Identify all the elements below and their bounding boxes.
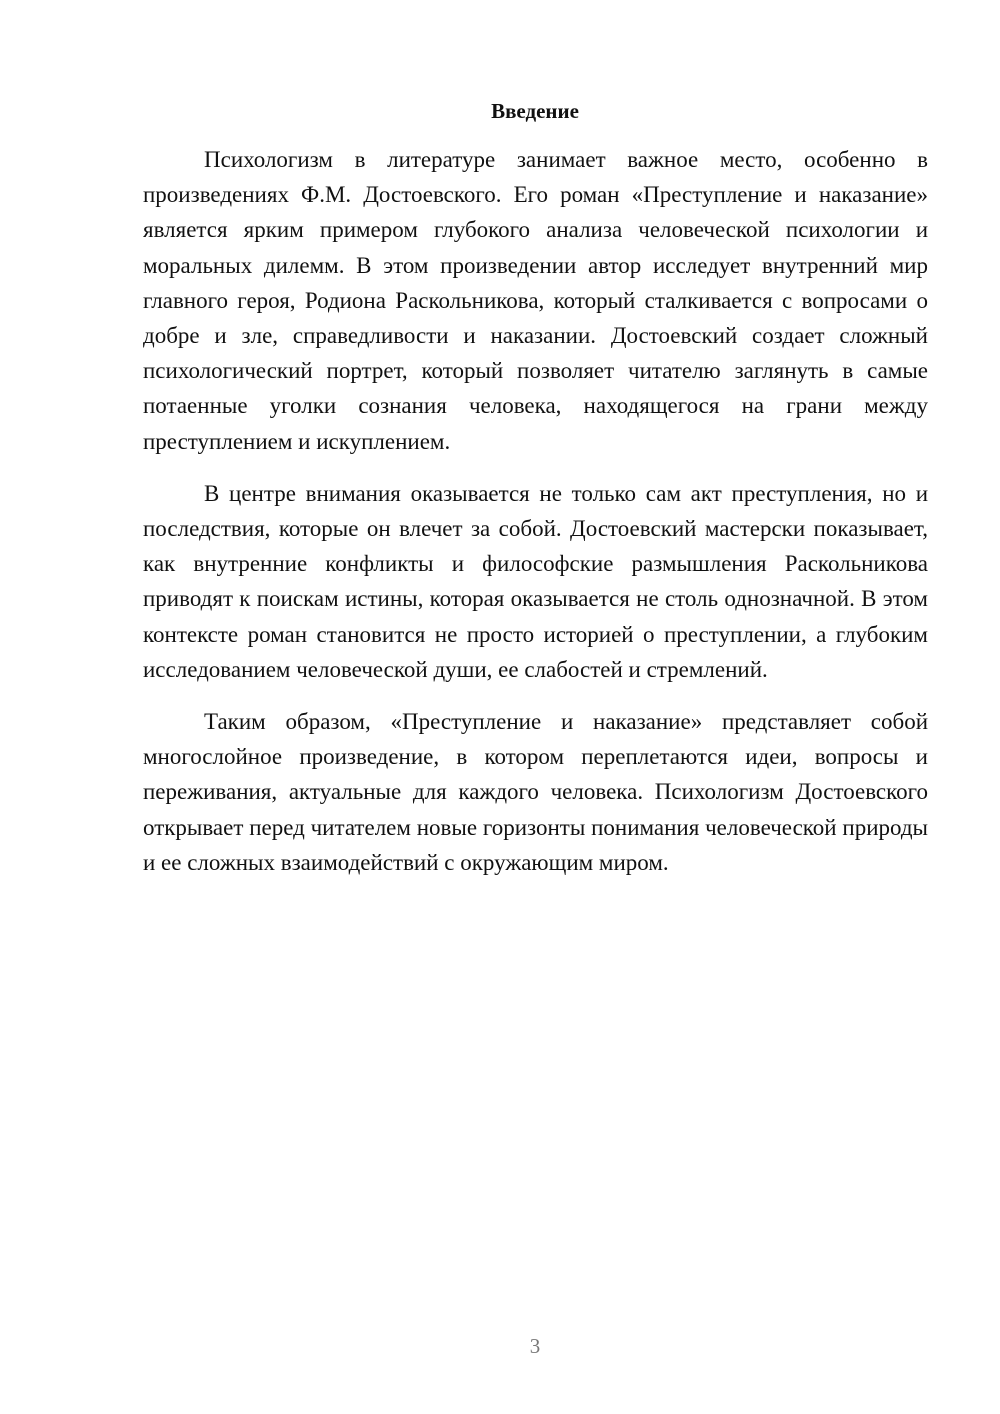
document-body — [143, 142, 928, 897]
paragraph-2: В центре внимания оказывается не только сам акт преступления, но и последствия, которые он влечет за собой. Достоевский мастерски показывает, как внутренние конфликты и философские размышления Раскольникова приводят к поискам истины, которая оказывается не столь однозначной. В этом контексте роман становится не просто историей о преступлении, а глубоким исследованием человеческой души, ее слабостей и стремлений. — [143, 480, 928, 682]
paragraph-1: Психологизм в литературе занимает важное место, особенно в произведениях Ф.М. Достоевского. Его роман «Преступление и наказание» является ярким примером глубокого анализа человеческой психологии и моральных дилемм. В этом произведении автор исследует внутренний мир главного героя, Родиона Раскольникова, который сталкивается с вопросами о добре и зле, справедливости и наказании. Достоевский создает сложный психологический портрет, который позволяет читателю заглянуть в самые потаенные уголки сознания человека, находящегося на грани между преступлением и искуплением. — [143, 147, 928, 454]
paragraph-3: Таким образом, «Преступление и наказание» представляет собой многослойное произведение, в котором переплетаются идеи, вопросы и переживания, актуальные для каждого человека. Психологизм Достоевского открывает перед читателем новые горизонты понимания человеческой природы и ее сложных взаимодействий с окружающим миром. — [143, 709, 928, 875]
page-title: Введение — [491, 99, 579, 123]
page-number: 3 — [529, 1334, 541, 1358]
